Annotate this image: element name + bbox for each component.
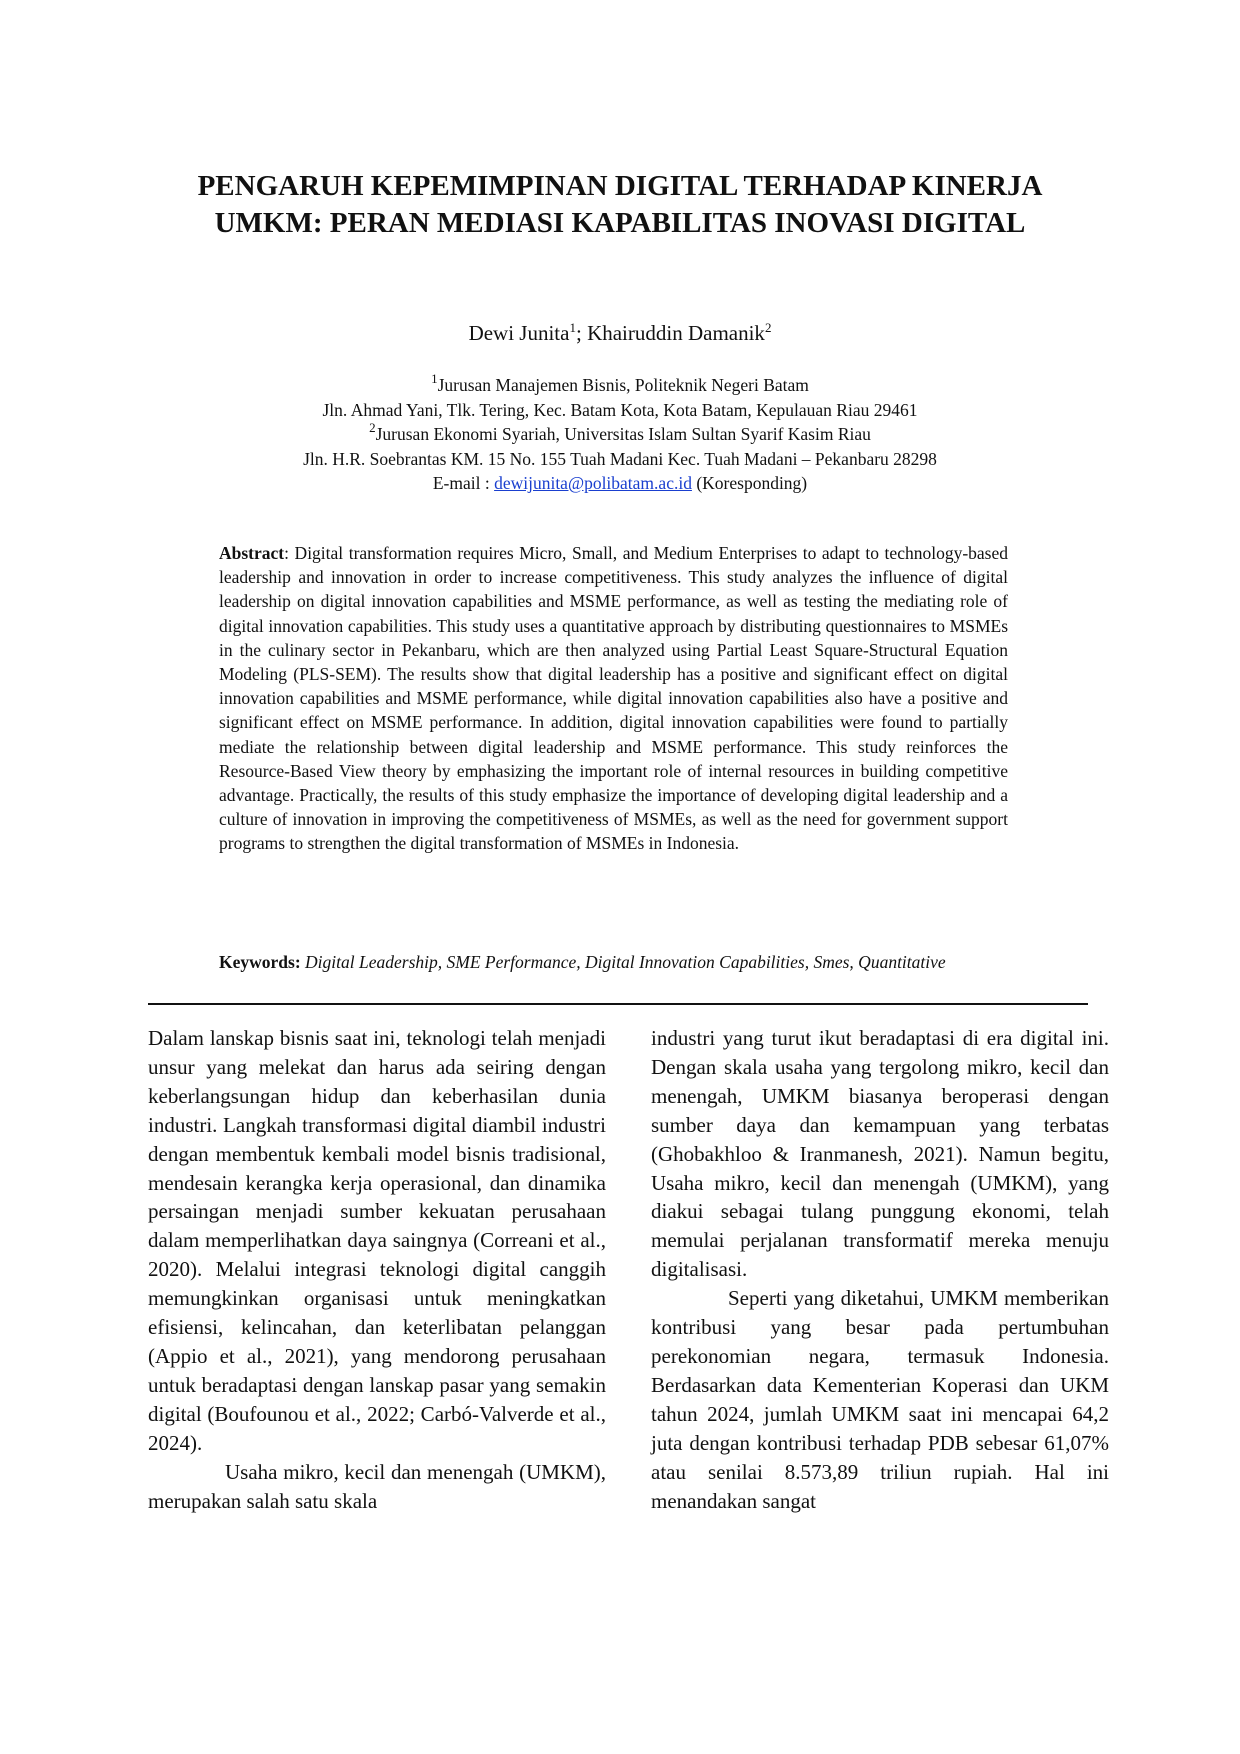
- body-paragraph: Usaha mikro, kecil dan menengah (UMKM), merupakan salah satu skala: [148, 1459, 606, 1513]
- affiliation-2-name: $^2$Jurusan Ekonomi Syariah, Universitas Islam Sultan Syarif Kasim Riau: [369, 420, 871, 444]
- author-name-2: Khairuddin Damanik: [587, 321, 765, 345]
- section-divider: [148, 1003, 1088, 1005]
- affiliation-1-address: Jln. Ahmad Yani, Tlk. Tering, Kec. Batam Kota, Kota Batam, Kepulauan Riau 29461: [322, 399, 918, 420]
- body-paragraph: Seperti yang diketahui, UMKM memberikan kontribusi yang besar pada pertumbuhan perekonomian negara, termasuk Indonesia. Berdasarkan data Kementerian Koperasi dan UKM tahun 2024, jumlah UMKM saat ini mencapai 64,2 juta dengan kontribusi terhadap PDB sebesar 61,07% atau senilai 8.573,89 triliun rupiah. Hal ini menandakan sangat: [651, 1286, 1109, 1513]
- body-column-right: [651, 1024, 1109, 1515]
- author-list: [150, 320, 1090, 346]
- body-column-left: [148, 1024, 606, 1515]
- keywords: [219, 950, 1008, 974]
- email-label: E-mail :: [432, 473, 495, 493]
- affiliation-2-marker: 2: [369, 420, 376, 435]
- abstract-text: : Digital transformation requires Micro, Small, and Medium Enterprises to adapt to technology-based leadership and innovation in order to increase competitiveness. This study analyzes the influence of digital leadership on digital innovation capabilities and MSME performance, as well as testing the mediating role of digital innovation capabilities. This study uses a quantitative approach by distributing questionnaires to MSMEs in the culinary sector in Pekanbaru, which are then analyzed using Partial Least Square-Structural Equation Modeling (PLS-SEM). The results show that digital leadership has a positive and significant effect on digital innovation capabilities and MSME performance, while digital innovation capabilities also have a positive and significant effect on MSME performance. In addition, digital innovation capabilities were found to partially mediate the relationship between digital leadership and MSME performance. This study reinforces the Resource-Based View theory by emphasizing the important role of internal resources in building competitive advantage. Practically, the results of this study emphasize the importance of developing digital leadership and a culture of innovation in improving the competitiveness of MSMEs, as well as the need for government support programs to strengthen the digital transformation of MSMEs in Indonesia.: [219, 543, 1008, 854]
- affiliations: [150, 373, 1090, 496]
- author-name-1: Dewi Junita: [468, 321, 570, 345]
- paper-title-line-2: UMKM: PERAN MEDIASI KAPABILITAS INOVASI DIGITAL: [214, 207, 1026, 239]
- affiliation-1-marker: 1: [431, 371, 438, 386]
- keywords-label: Keywords:: [219, 952, 301, 972]
- keywords-text: Digital Leadership, SME Performance, Digital Innovation Capabilities, Smes, Quantitative: [300, 952, 946, 972]
- contact-email-line: [150, 471, 1090, 496]
- email-note: (Koresponding): [691, 473, 808, 493]
- author-separator: ;: [575, 321, 588, 345]
- email-link[interactable]: dewijunita@polibatam.ac.id: [494, 473, 692, 493]
- body-paragraph: industri yang turut ikut beradaptasi di era digital ini. Dengan skala usaha yang tergolong mikro, kecil dan menengah, UMKM biasanya beroperasi dengan sumber daya dan kemampuan yang terbatas (Ghobakhloo & Iranmanesh, 2021). Namun begitu, Usaha mikro, kecil dan menengah (UMKM), yang diakui sebagai tulang punggung ekonomi, telah memulai perjalanan transformatif mereka menuju digitalisasi.: [651, 1026, 1109, 1282]
- abstract-label: Abstract: [219, 543, 285, 563]
- author-affiliation-marker-2: 2: [764, 320, 772, 335]
- affiliation-2-address: Jln. H.R. Soebrantas KM. 15 No. 155 Tuah Madani Kec. Tuah Madani – Pekanbaru 28298: [303, 448, 937, 469]
- body-paragraph: Dalam lanskap bisnis saat ini, teknologi telah menjadi unsur yang melekat dan harus ada seiring dengan keberlangsungan hidup dan keberhasilan dunia industri. Langkah transformasi digital diambil industri dengan membentuk kembali model bisnis tradisional, mendesain kerangka kerja operasional, dan dinamika persaingan menjadi sumber kekuatan perusahaan dalam memperlihatkan daya saingnya (Correani et al., 2020). Melalui integrasi teknologi digital canggih memungkinkan organisasi untuk meningkatkan efisiensi, kelincahan, dan keterlibatan pelanggan (Appio et al., 2021), yang mendorong perusahaan untuk beradaptasi dengan lanskap pasar yang semakin digital (Boufounou et al., 2022; Carbó-Valverde et al., 2024).: [148, 1026, 606, 1455]
- affiliation-1-name: $^1$Jurusan Manajemen Bisnis, Politeknik Negeri Batam: [431, 371, 809, 395]
- abstract: [219, 541, 1008, 856]
- author-affiliation-marker-1: 1: [569, 320, 576, 335]
- paper-title-line-1: PENGARUH KEPEMIMPINAN DIGITAL TERHADAP KINERJA: [197, 170, 1043, 202]
- paper-title: [150, 168, 1090, 242]
